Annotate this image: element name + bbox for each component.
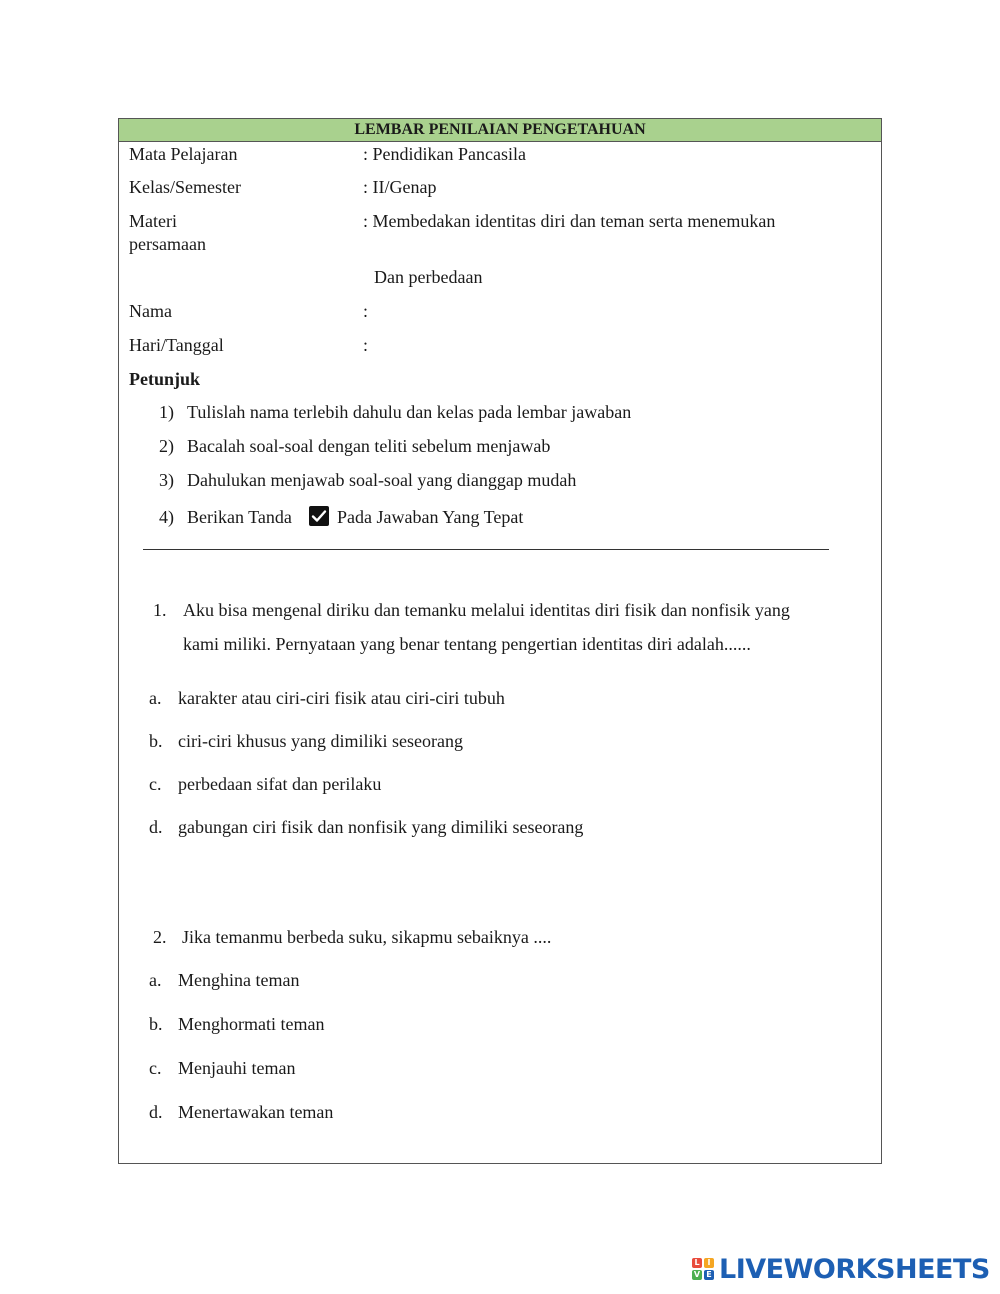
checkmark-icon: [309, 506, 329, 526]
option-c[interactable]: Menjauhi teman: [178, 1058, 296, 1078]
instruction-number: 3): [159, 470, 174, 490]
instruction-text: Dahulukan menjawab soal-soal yang dianggap mudah: [187, 470, 577, 490]
sheet-title: LEMBAR PENILAIAN PENGETAHUAN: [119, 119, 881, 142]
divider: [143, 549, 829, 550]
assessment-sheet: [118, 118, 882, 1164]
option-letter: c.: [149, 1058, 162, 1078]
question-number: 2.: [153, 927, 167, 947]
logo-text: LIVEWORKSHEETS: [719, 1254, 990, 1285]
question-number: 1.: [153, 600, 167, 620]
option-letter: b.: [149, 731, 163, 751]
option-b[interactable]: Menghormati teman: [178, 1014, 325, 1034]
date-label: Hari/Tanggal: [129, 335, 224, 355]
option-letter: c.: [149, 774, 162, 794]
instruction-number: 2): [159, 436, 174, 456]
instruction-number: 4): [159, 507, 174, 527]
option-c[interactable]: perbedaan sifat dan perilaku: [178, 774, 382, 794]
option-a[interactable]: karakter atau ciri-ciri fisik atau ciri-ciri tubuh: [178, 688, 505, 708]
question-text-line2: kami miliki. Pernyataan yang benar tentang pengertian identitas diri adalah......: [183, 634, 751, 654]
instructions-title: Petunjuk: [129, 369, 201, 389]
option-letter: d.: [149, 817, 163, 837]
material-label-line2: persamaan: [129, 234, 206, 254]
name-field[interactable]: :: [363, 301, 369, 321]
option-letter: b.: [149, 1014, 163, 1034]
material-label-line1: Materi: [129, 211, 177, 231]
option-d[interactable]: Menertawakan teman: [178, 1102, 334, 1122]
option-letter: a.: [149, 970, 162, 990]
instruction-number: 1): [159, 402, 174, 422]
option-d[interactable]: gabungan ciri fisik dan nonfisik yang dimiliki seseorang: [178, 817, 584, 837]
instruction-text: Tulislah nama terlebih dahulu dan kelas pada lembar jawaban: [187, 402, 632, 422]
material-value-line1: : Membedakan identitas diri dan teman serta menemukan: [363, 211, 776, 231]
material-value-line2: Dan perbedaan: [374, 267, 483, 287]
logo-letter: E: [704, 1270, 714, 1280]
subject-label: Mata Pelajaran: [129, 144, 238, 164]
class-value: : II/Genap: [363, 177, 437, 197]
option-b[interactable]: ciri-ciri khusus yang dimiliki seseorang: [178, 731, 463, 751]
date-field[interactable]: :: [363, 335, 369, 355]
instruction-text-before: Berikan Tanda: [187, 507, 292, 527]
question-text-line1: Jika temanmu berbeda suku, sikapmu sebaiknya ....: [182, 927, 552, 947]
class-label: Kelas/Semester: [129, 177, 241, 197]
instruction-text-after: Pada Jawaban Yang Tepat: [337, 507, 524, 527]
subject-value: : Pendidikan Pancasila: [363, 144, 526, 164]
logo-icon: [692, 1258, 716, 1282]
logo-letter: L: [692, 1258, 702, 1268]
logo-letter: I: [704, 1258, 714, 1268]
question-text-line1: Aku bisa mengenal diriku dan temanku melalui identitas diri fisik dan nonfisik yang: [183, 600, 790, 620]
option-letter: d.: [149, 1102, 163, 1122]
option-letter: a.: [149, 688, 162, 708]
instruction-text: Bacalah soal-soal dengan teliti sebelum menjawab: [187, 436, 551, 456]
name-label: Nama: [129, 301, 172, 321]
logo-letter: V: [693, 1270, 701, 1279]
option-a[interactable]: Menghina teman: [178, 970, 300, 990]
